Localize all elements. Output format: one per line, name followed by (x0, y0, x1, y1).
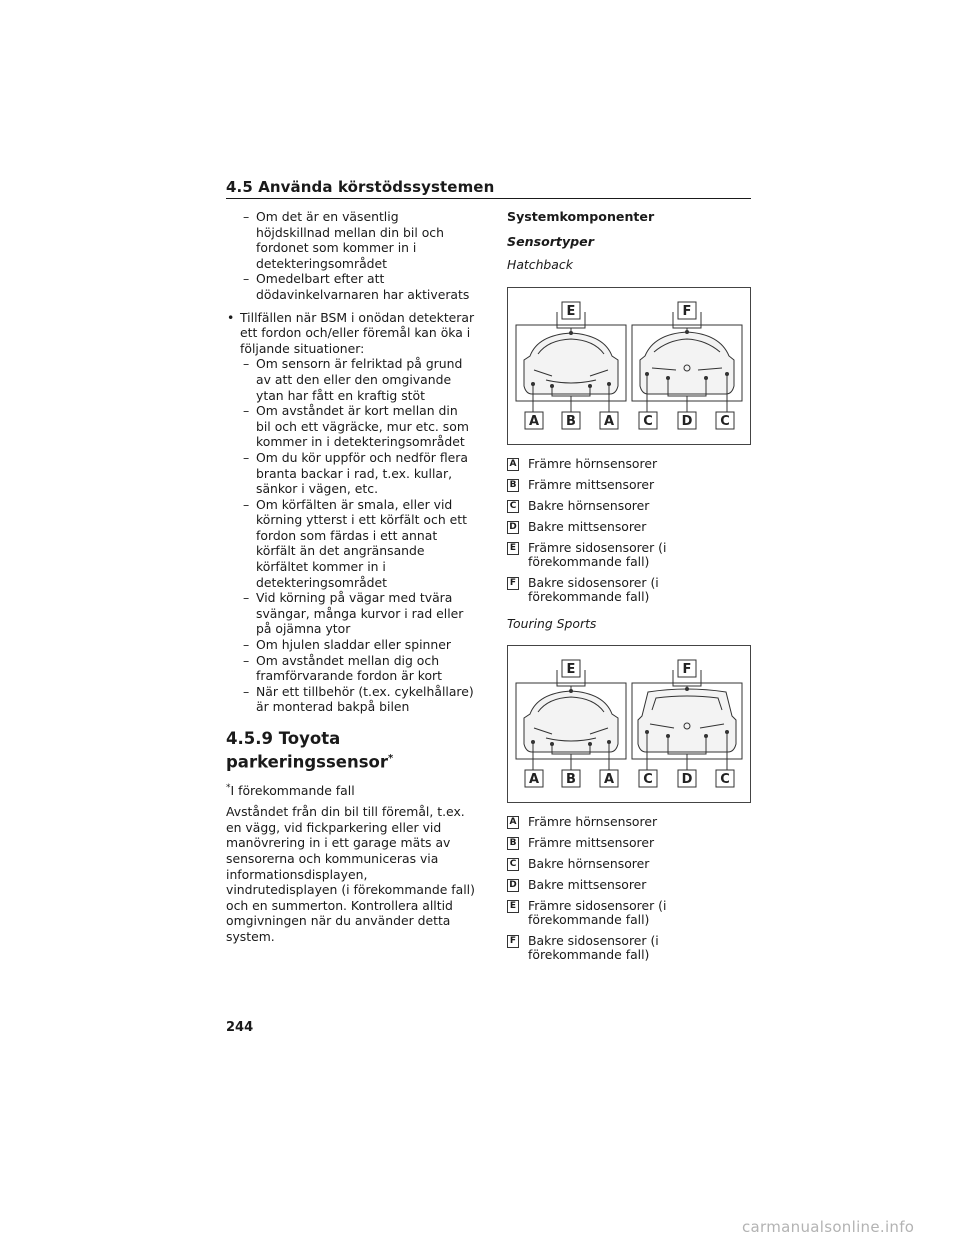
fig1-label-e: E (566, 303, 576, 319)
fig1-label-b: B (566, 413, 576, 429)
list-item: – Om hjulen sladdar eller spinner (243, 637, 451, 653)
hatchback-sensor-figure (507, 287, 751, 445)
touring-sports-legend (507, 815, 752, 962)
section-heading: 4.5.9 Toyota parkeringssensor* (226, 729, 394, 772)
legend-key: B (507, 837, 519, 850)
fig1-label-a2: A (603, 413, 615, 429)
sensor-types-heading: Sensortyper (507, 233, 594, 249)
legend-item: A Främre hörnsensorer (507, 457, 752, 471)
legend-key: D (507, 521, 519, 534)
left-column (226, 209, 476, 945)
right-column (507, 209, 752, 974)
fig2-label-d: D (681, 772, 693, 788)
footnote: *I förekommande fall (226, 782, 355, 798)
list-item: – Om du kör uppför och nedför flera branta backar i rad, t.ex. kullar, sänkor i vägen, etc. (243, 449, 468, 497)
fig1-label-c2: C (720, 413, 730, 429)
list-item: – Om avståndet mellan dig och framförvarande fordon är kort (243, 652, 442, 684)
legend-item: D Bakre mittsensorer (507, 878, 752, 892)
variant-touring-sports-label: Touring Sports (507, 615, 597, 631)
fig2-label-a1: A (528, 772, 540, 788)
fig2-label-e: E (566, 662, 576, 678)
components-heading: Systemkomponenter (507, 209, 655, 224)
legend-item: B Främre mittsensorer (507, 836, 752, 850)
legend-key: E (507, 542, 519, 555)
list-item: – Vid körning på vägar med tvära svängar, många kurvor i rad eller på ojämna ytor (243, 590, 464, 637)
list-item: – Om avståndet är kort mellan din bil och ett vägräcke, mur etc. som kommer in i detekteringsområdet (243, 403, 469, 450)
hatchback-sensor-diagram (508, 288, 750, 444)
legend-key: C (507, 500, 519, 513)
legend-item: F Bakre sidosensorer (i förekommande fall) (507, 934, 752, 962)
fig2-label-c1: C (643, 772, 653, 788)
fig2-label-c2: C (720, 772, 730, 788)
legend-item: A Främre hörnsensorer (507, 815, 752, 829)
list-item: – Om körfälten är smala, eller vid körning ytterst i ett körfält och ett fordon som färdas i ett annat körfält än det angränsande körfältet kommer in i detekteringsområdet (243, 496, 467, 590)
list-item: – När ett tillbehör (t.ex. cykelhållare) är monterad bakpå bilen (243, 683, 474, 715)
legend-key: F (507, 577, 519, 590)
variant-hatchback-label: Hatchback (507, 257, 573, 273)
list-item: – Om det är en väsentlig höjdskillnad mellan din bil och fordonet som kommer in i detekteringsområdet (243, 209, 444, 271)
legend-item: B Främre mittsensorer (507, 478, 752, 492)
section-title: 4.5 Använda körstödssystemen (226, 178, 495, 196)
legend-item: F Bakre sidosensorer (i förekommande fall) (507, 576, 752, 604)
fig1-label-c1: C (643, 413, 653, 429)
fig2-label-a2: A (603, 772, 615, 788)
legend-item: E Främre sidosensorer (i förekommande fall) (507, 541, 752, 569)
page-header (226, 178, 751, 196)
legend-key: D (507, 879, 519, 892)
legend-item: C Bakre hörnsensorer (507, 857, 752, 871)
list-item: – Omedelbart efter att dödavinkelvarnaren har aktiverats (243, 271, 470, 302)
touring-sports-sensor-diagram (508, 646, 750, 802)
touring-sports-sensor-figure (507, 645, 751, 803)
fig1-label-f: F (682, 303, 692, 319)
legend-key: B (507, 479, 519, 492)
list-item: – Om sensorn är felriktad på grund av att den eller den omgivande ytan har fått en kraftig stöt (243, 356, 463, 403)
watermark: carmanualsonline.info (742, 1218, 915, 1236)
legend-item: E Främre sidosensorer (i förekommande fall) (507, 899, 752, 927)
legend-item: D Bakre mittsensorer (507, 520, 752, 534)
legend-key: E (507, 900, 519, 913)
bullet-item: • Tillfällen när BSM i onödan detekterar ett fordon och/eller föremål kan öka i följande situationer: (227, 309, 475, 356)
body-paragraph: Avståndet från din bil till föremål, t.ex. en vägg, vid fickparkering eller vid manövrering in i ett garage mäts av sensorerna och kommuniceras via informationsdisplayen, vindrutedisplayen (i förekommande fall) och en summerton. Kontrollera alltid omgivningen när du använder detta system. (226, 804, 475, 944)
legend-key: A (507, 816, 519, 829)
fig2-label-f: F (682, 662, 692, 678)
header-rule (226, 198, 751, 199)
fig1-label-a1: A (528, 413, 540, 429)
fig2-label-b: B (566, 772, 576, 788)
legend-key: A (507, 458, 519, 471)
fig1-label-d: D (681, 413, 693, 429)
legend-item: C Bakre hörnsensorer (507, 499, 752, 513)
page-number: 244 (226, 1020, 254, 1035)
legend-key: F (507, 935, 519, 948)
hatchback-legend (507, 457, 752, 604)
legend-key: C (507, 858, 519, 871)
